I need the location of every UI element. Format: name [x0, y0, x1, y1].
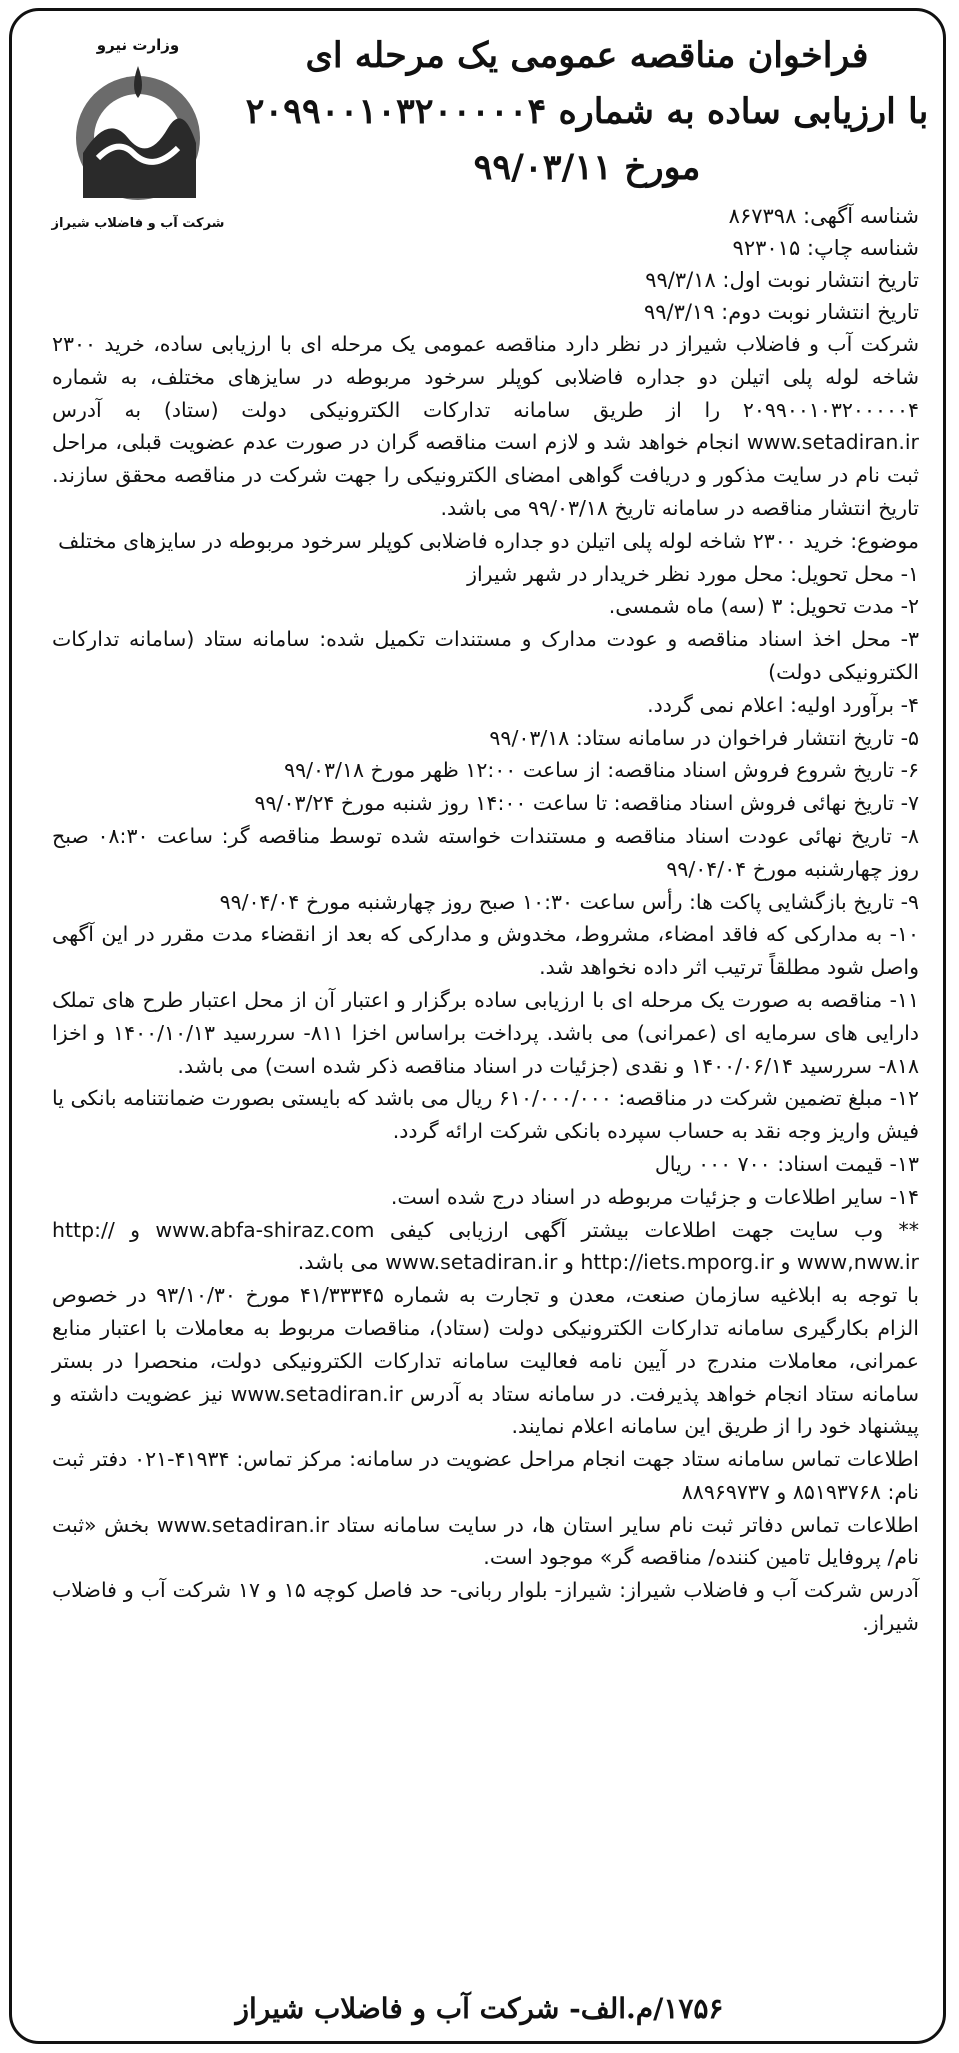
ad-body: [52, 328, 919, 1640]
clause-1: ۱- محل تحویل: محل مورد نظر خریدار در شهر شیراز: [467, 561, 919, 586]
title-line-3: مورخ ۹۹/۰۳/۱۱: [473, 147, 701, 188]
intro-paragraph: شرکت آب و فاضلاب شیراز در نظر دارد مناقصه عمومی یک مرحله ای با ارزیابی ساده، خرید ۲۳۰۰ شاخه لوله پلی اتیلن دو جداره فاضلابی کوپلر سرخود مربوطه در سایزهای مختلف، به شماره ۲۰۹۹۰۰۱۰۳۲۰۰۰۰۰۴ را از طریق سامانه تدارکات الکترونیکی دولت (ستاد) به آدرس www.setadiran.ir انجام خواهد شد و لازم است مناقصه گران در صورت عدم عضویت قبلی، مراحل ثبت نام در سایت مذکور و دریافت گواهی امضای الکترونیکی را جهت شرکت در مناقصه محقق سازند. تاریخ انتشار مناقصه در سامانه تاریخ ۹۹/۰۳/۱۸ می باشد.: [52, 332, 919, 520]
water-drop-emblem-icon: [68, 58, 208, 208]
clause-12: ۱۲- مبلغ تضمین شرکت در مناقصه: ۶۱۰/۰۰۰/۰۰۰ ریال می باشد که بایستی بصورت ضمانتنامه بانکی یا فیش واریز وجه نقد به حساب سپرده بانکی شرکت ارائه گردد.: [52, 1086, 919, 1144]
first-publish-date: تاریخ انتشار نوبت اول: ۹۹/۳/۱۸: [645, 268, 919, 292]
subject: موضوع: خرید ۲۳۰۰ شاخه لوله پلی اتیلن دو جداره فاضلابی کوپلر سرخود مربوطه در سایزهای مختلف: [58, 528, 919, 553]
company-address: آدرس شرکت آب و فاضلاب شیراز: شیراز- بلوار ربانی- حد فاصل کوچه ۱۵ و ۱۷ شرکت آب و فاضلاب شیراز.: [52, 1578, 919, 1636]
clause-4: ۴- برآورد اولیه: اعلام نمی گردد.: [647, 692, 919, 717]
second-publish-date: تاریخ انتشار نوبت دوم: ۹۹/۳/۱۹: [643, 300, 919, 324]
clause-7: ۷- تاریخ نهائی فروش اسناد مناقصه: تا ساعت ۱۴:۰۰ روز شنبه مورخ ۹۹/۰۳/۲۴: [254, 791, 919, 816]
ministry-logo: [38, 18, 238, 238]
ad-meta: [279, 200, 919, 328]
clause-2: ۲- مدت تحویل: ۳ (سه) ماه شمسی.: [608, 594, 919, 619]
ad-title: [245, 28, 929, 196]
clause-3: ۳- محل اخذ اسناد مناقصه و عودت مدارک و مستندات تکمیل شده: سامانه ستاد (سامانه تدارکات الکترونیکی دولت): [52, 627, 919, 684]
ministry-name: وزارت نیرو: [96, 36, 180, 54]
title-line-1: فراخوان مناقصه عمومی یک مرحله ای: [305, 35, 869, 76]
clause-14: ۱۴- سایر اطلاعات و جزئیات مربوطه در اسناد درج شده است.: [390, 1184, 919, 1209]
clause-10: ۱۰- به مدارکی که فاقد امضاء، مشروط، مخدوش و مدارکی که بعد از انقضاء مدت مقرر در این آگهی واصل شود مطلقاً ترتیب اثر داده نخواهد شد.: [52, 922, 919, 980]
clause-5: ۵- تاریخ انتشار فراخوان در سامانه ستاد: ۹۹/۰۳/۱۸: [489, 725, 919, 750]
company-name: شرکت آب و فاضلاب شیراز: [51, 216, 225, 231]
websites-note: ** وب سایت جهت اطلاعات بیشتر آگهی ارزیابی کیفی www.abfa-shiraz.com و http:// www,nww.ir و http://iets.mporg.ir و www.setadiran.ir می باشد.: [52, 1217, 919, 1275]
clause-8: ۸- تاریخ نهائی عودت اسناد مناقصه و مستندات خواسته شده توسط مناقصه گر: ساعت ۰۸:۳۰ صبح روز چهارشنبه مورخ ۹۹/۰۴/۰۴: [52, 823, 920, 881]
clause-13: ۱۳- قیمت اسناد: ۷۰۰ ۰۰۰ ریال: [654, 1151, 919, 1176]
contact-info: اطلاعات تماس سامانه ستاد جهت انجام مراحل عضویت در سامانه: مرکز تماس: ۴۱۹۳۴-۰۲۱ دفتر ثبت نام: ۸۵۱۹۳۷۶۸ و ۸۸۹۶۹۷۳۷: [52, 1447, 919, 1504]
regulation-note: با توجه به ابلاغیه سازمان صنعت، معدن و تجارت به شماره ۴۱/۳۳۳۴۵ مورخ ۹۳/۱۰/۳۰ در خصوص الزام بکارگیری سامانه تدارکات الکترونیکی دولت (ستاد)، مناقصات مربوط به معاملات با اعتبار منابع عمرانی، معاملات مندرج در آیین نامه فعالیت سامانه تدارکات الکترونیکی دولت، منحصرا در بستر سامانه ستاد انجام خواهد پذیرفت. در سامانه ستاد به آدرس www.setadiran.ir نیز عضویت داشته و پیشنهاد خود را از طریق این سامانه اعلام نمایند.: [52, 1283, 919, 1439]
clause-11: ۱۱- مناقصه به صورت یک مرحله ای با ارزیابی ساده برگزار و اعتبار آن از محل اعتبار طرح های تملک دارایی های سرمایه ای (عمرانی) می باشد. پرداخت براساس اخزا ۸۱۱- سررسید ۱۴۰۰/۱۰/۱۳ و اخزا ۸۱۸- سررسید ۱۴۰۰/۰۶/۱۴ و نقدی (جزئیات در اسناد مناقصه ذکر شده است) می باشد.: [52, 987, 919, 1078]
print-id: شناسه چاپ: ۹۲۳۰۱۵: [732, 236, 919, 260]
title-line-2: با ارزیابی ساده به شماره ۲۰۹۹۰۰۱۰۳۲۰۰۰۰۰۴: [245, 91, 929, 132]
clause-6: ۶- تاریخ شروع فروش اسناد مناقصه: از ساعت ۱۲:۰۰ ظهر مورخ ۹۹/۰۳/۱۸: [284, 758, 919, 783]
ad-id: شناسه آگهی: ۸۶۷۳۹۸: [728, 204, 919, 228]
provincial-offices-info: اطلاعات تماس دفاتر ثبت نام سایر استان ها، در سایت سامانه ستاد www.setadiran.ir بخش «ثبت نام/ پروفایل تامین کننده/ مناقصه گر» موجود است.: [52, 1512, 919, 1570]
clause-9: ۹- تاریخ بازگشایی پاکت ها: رأس ساعت ۱۰:۳۰ صبح روز چهارشنبه مورخ ۹۹/۰۴/۰۴: [219, 889, 919, 914]
ad-footer: ۱۷۵۶/م.الف- شرکت آب و فاضلاب شیراز: [235, 1992, 724, 2025]
